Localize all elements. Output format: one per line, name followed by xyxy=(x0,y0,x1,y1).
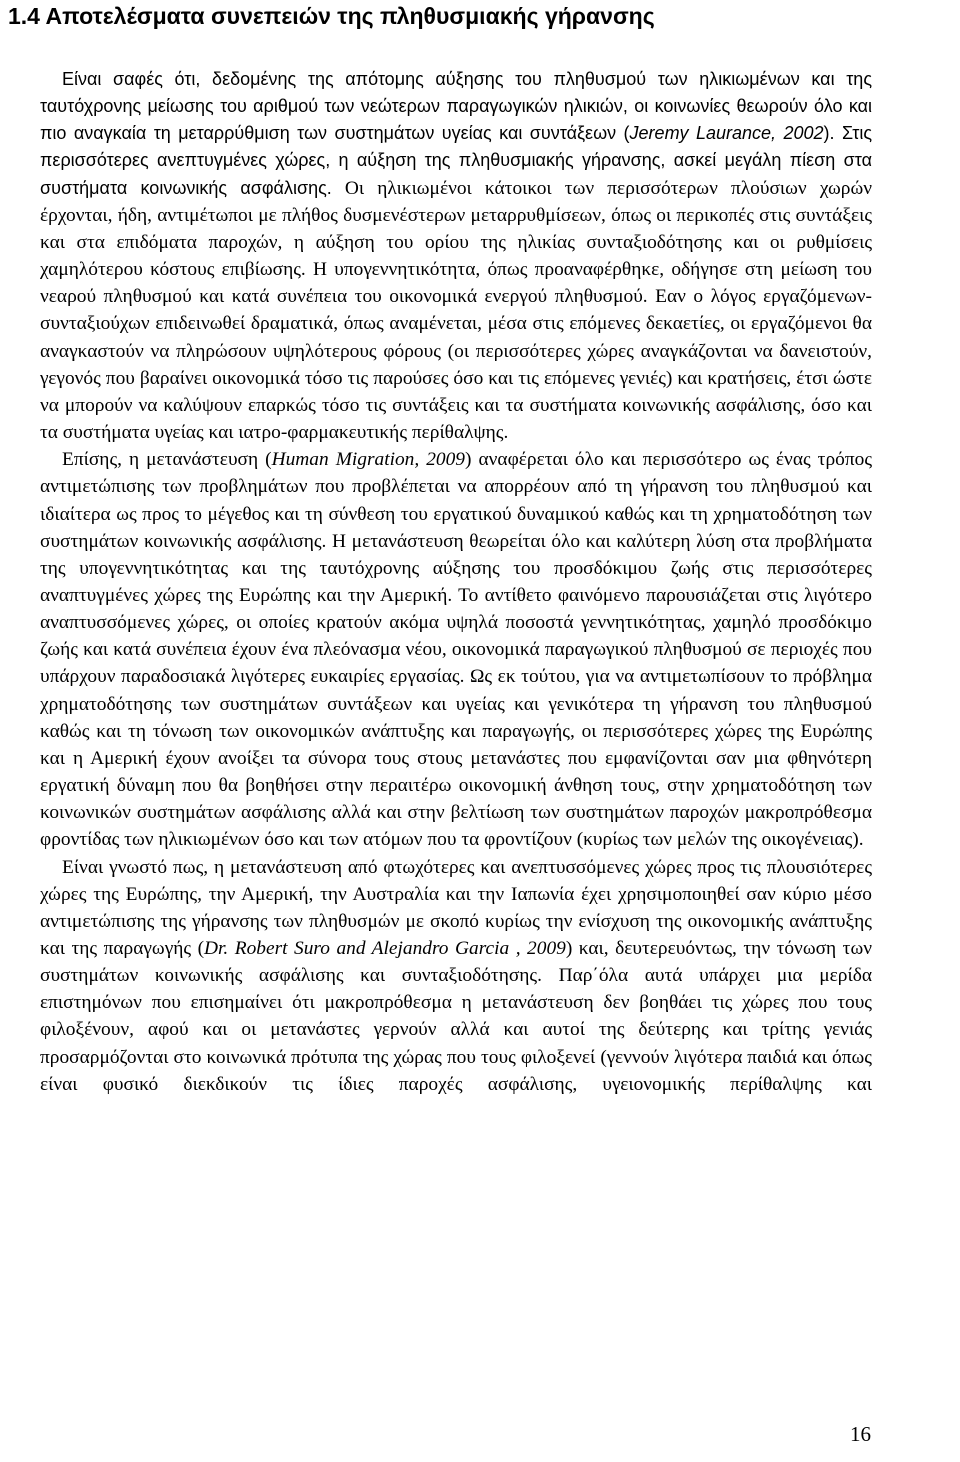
paragraph-1-intro: Είναι σαφές ότι, δεδομένης της απότομης αύξησης του πληθυσμού των ηλικιωμένων και της ταυτόχρονης μείωσης του αριθμού των νεώτερων παραγωγικών ηλικιών, οι κοινωνίες θεωρούν όλο και πιο αναγκαία τη μεταρρύθμιση των συστημάτων υγείας και συντάξεων ( xyxy=(40,69,872,144)
citation-suro-garcia-year: , 2009 xyxy=(509,938,566,959)
paragraph-3-start: Είναι γνωστό πως, η μετανάστευση από φτωχότερες και ανεπτυσσόμενες χώρες προς τις πλουσιότερες χώρες της Ευρώπης, την Αμερική, την Αυστραλία και την Ιαπωνία έχει χρησιμοποιηθεί σαν κύριο μέσο αντιμετώπισης της γήρανσης των πληθυσμών με σκοπό κυρίως την ενίσχυση της οικονομικής ανάπτυξης και της παραγωγής ( xyxy=(40,856,872,959)
paragraph-2 xyxy=(40,446,872,853)
body-text xyxy=(40,66,872,1098)
section-heading: 1.4 Αποτελέσματα συνεπειών της πληθυσμιακής γήρανσης xyxy=(8,3,655,29)
paragraph-2-body: ) αναφέρεται όλο και περισσότερο ως ένας τρόπος αντιμετώπισης των προβλημάτων που προβλέπεται να απορρέουν από τη γήρανση του πληθυσμού και ιδιαίτερα ως προς το μέγεθος και τη σύνθεση του εργατικού δυναμικού καθώς και τη χρηματοδότηση των συστημάτων κοινωνικής ασφάλισης. Η μετανάστευση θεωρείται όλο και καλύτερη λύση στα προβλήματα της υπογεννητικότητας και της ταυτόχρονης αύξησης του προσδόκιμου ζωής στις περισσότερες αναπτυγμένες χώρες της Ευρώπης και την Αμερική. Το αντίθετο φαινόμενο παρουσιάζεται στις λιγότερο αναπτυσσόμενες χώρες, οι οποίες κρατούν ακόμα υψηλά ποσοστά γεννητικότητας, χαμηλό προσδόκιμο ζωής και κατά συνέπεια έχουν ένα πλεόνασμα νέου, οικονομικά παραγωγικού πληθυσμού σε περιοχές που υπάρχουν παραδοσιακά λιγότερες ευκαιρίες εργασίας. Ως εκ τούτου, για να αντιμετωπίσουν το πρόβλημα χρηματοδότησης των συστημάτων συντάξεων και υγείας και γενικότερα τη γήρανση του πληθυσμού καθώς και τη τόνωση των οικονομικών ανάπτυξης και παραγωγής, οι περισσότερες χώρες της Ευρώπης και η Αμερική έχουν ανοίξει τα σύνορα τους στους μετανάστες που εμφανίζονται σαν μια φθηνότερη εργατική δύναμη που θα βοηθήσει στην περαιτέρω οικονομική άνθηση τους, στην χρηματοδότηση των κοινωνικών συστημάτων ασφάλισης αλλά και στην βελτίωση των συστημάτων παροχών μακροπρόθεσμα φροντίδας των ηλικιωμένων όσο και των ατόμων που τα φροντίζουν (κυρίως των μελών της οικογένειας). xyxy=(40,449,872,851)
paragraph-2-start: Επίσης, η μετανάστευση ( xyxy=(62,449,272,471)
citation-laurance: Jeremy Laurance, 2002 xyxy=(629,123,824,144)
paragraph-1-body: Οι ηλικιωμένοι κάτοικοι των περισσότερων πλούσιων χωρών έρχονται, ήδη, αντιμέτωποι με πλήθος δυσμενέστερων μεταρρυθμίσεων, όπως οι περικοπές στις συντάξεις και στα επιδόματα παροχών, η αύξηση του ορίου της ηλικίας συνταξιοδότησης και οι ρυθμίσεις χαμηλότερου κόστους επιβίωσης. Η υπογεννητικότητα, όπως προαναφέρθηκε, οδήγησε στη μείωση του νεαρού πληθυσμού και κατά συνέπεια του οικονομικά ενεργού πληθυσμού. Εαν ο λόγος εργαζόμενων-συνταξιούχων επιδεινωθεί δραματικά, όπως αναμένεται, μέσα στις επόμενες δεκαετίες, οι εργαζόμενοι θα αναγκαστούν να πληρώσουν υψηλότερους φόρους (οι περισσότερες χώρες αναγκάζονται να δανειστούν, γεγονός που βαραίνει οικονομικά τόσο τις παρούσες όσο και τις επόμενες γενιές) και κρατήσεις, έτσι ώστε να μπορούν να καλύψουν επαρκώς τόσο τις συντάξεις και τα συστήματα κοινωνικής ασφάλισης, όσο και τα συστήματα υγείας και ιατρο-φαρμακευτικής περίθαλψης. xyxy=(40,177,872,444)
citation-human-migration: Human Migration, 2009 xyxy=(271,449,466,471)
paragraph-3 xyxy=(40,854,872,1098)
citation-suro-garcia: Dr. Robert Suro and Alejandro Garcia xyxy=(204,938,510,959)
page-number: 16 xyxy=(850,1422,871,1446)
paragraph-1 xyxy=(40,66,872,446)
paragraph-3-body: ) και, δευτερευόντως, την τόνωση των συστημάτων κοινωνικής ασφάλισης και συνταξιοδότησης. Παρ΄όλα αυτά υπάρχει μια μερίδα επιστημόνων που επισημαίνει ότι μακροπρόθεσμα η μετανάστευση δεν βοηθάει τις χώρες που τους φιλοξένουν, αφού και οι μετανάστες γερνούν αλλά και αυτοί της δεύτερης και τρίτης γενιάς προσαρμόζονται στο κοινωνικά πρότυπα της χώρας που τους φιλοξενεί (γεννούν λιγότερα παιδιά και όπως είναι φυσικό διεκδικούν τις ίδιες παροχές ασφάλισης, υγειονομικής περίθαλψης και xyxy=(40,938,872,1095)
paragraph-1-intro-end: ). Στις περισσότερες ανεπτυγμένες χώρες, η αύξηση της πληθυσμιακής γήρανσης, ασκεί μεγάλη πίεση στα συστήματα κοινωνικής ασφάλισης. xyxy=(40,123,872,198)
